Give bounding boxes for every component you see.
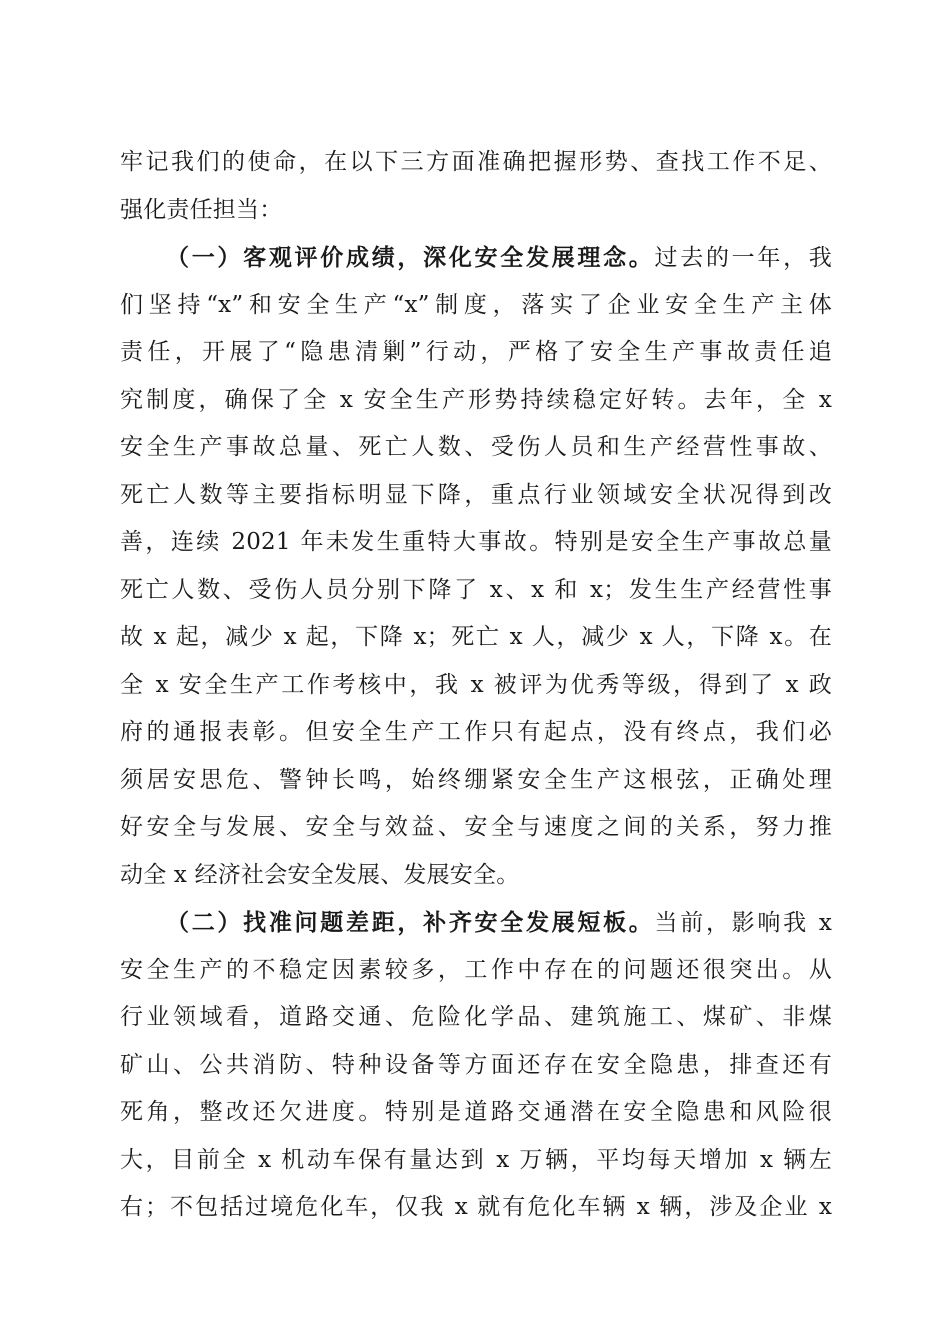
text-line: 行业领域看，道路交通、危险化学品、建筑施工、煤矿、非煤 — [120, 1004, 832, 1030]
text-line: 究制度，确保了全 x 安全生产形势持续稳定好转。去年，全 x — [120, 386, 832, 413]
text-line: 死亡人数、受伤人员分别下降了 x、x 和 x；发生生产经营性事 — [120, 576, 832, 603]
text-line: 故 x 起，减少 x 起，下降 x；死亡 x 人，减少 x 人，下降 x。在 — [120, 624, 832, 650]
text-line: 好安全与发展、安全与效益、安全与速度之间的关系，努力推 — [120, 814, 832, 840]
text-line: 强化责任担当： — [120, 196, 283, 223]
text-line: 全 x 安全生产工作考核中，我 x 被评为优秀等级，得到了 x 政 — [120, 671, 832, 698]
text-line: 死角，整改还欠进度。特别是道路交通潜在安全隐患和风险很 — [120, 1099, 832, 1125]
text-line: 责任，开展了“隐患清剿”行动，严格了安全生产事故责任追 — [120, 339, 832, 365]
text-line: 右；不包括过境危化车，仅我 x 就有危化车辆 x 辆，涉及企业 x — [120, 1194, 832, 1220]
text-line: 安全生产事故总量、死亡人数、受伤人员和生产经营性事故、 — [120, 434, 832, 460]
text-line: 死亡人数等主要指标明显下降，重点行业领域安全状况得到改 — [120, 481, 832, 508]
section-heading-1: （一）客观评价成绩，深化安全发展理念。 — [166, 244, 655, 271]
text-line: 善，连续 2021 年未发生重特大事故。特别是安全生产事故总量 — [120, 529, 832, 555]
document-body — [120, 139, 832, 1232]
text-line: 府的通报表彰。但安全生产工作只有起点，没有终点，我们必 — [120, 719, 832, 745]
text-line: 须居安思危、警钟长鸣，始终绷紧安全生产这根弦，正确处理 — [120, 766, 832, 793]
text-line: 大，目前全 x 机动车保有量达到 x 万辆，平均每天增加 x 辆左 — [120, 1146, 832, 1173]
section-heading-line — [120, 899, 832, 947]
text-line: 牢记我们的使命，在以下三方面准确把握形势、查找工作不足、 — [120, 149, 832, 175]
section-heading-2: （二）找准问题差距，补齐安全发展短板。 — [166, 909, 655, 936]
text-run: 过去的一年，我 — [654, 245, 832, 271]
text-line: 动全 x 经济社会安全发展、发展安全。 — [120, 861, 520, 888]
text-run: 当前，影响我 x — [654, 910, 832, 936]
text-line: 矿山、公共消防、特种设备等方面还存在安全隐患，排查还有 — [120, 1051, 832, 1078]
text-line: 们坚持“x”和安全生产“x”制度，落实了企业安全生产主体 — [120, 291, 832, 318]
text-line: 安全生产的不稳定因素较多，工作中存在的问题还很突出。从 — [120, 956, 832, 983]
section-heading-line — [120, 234, 832, 282]
